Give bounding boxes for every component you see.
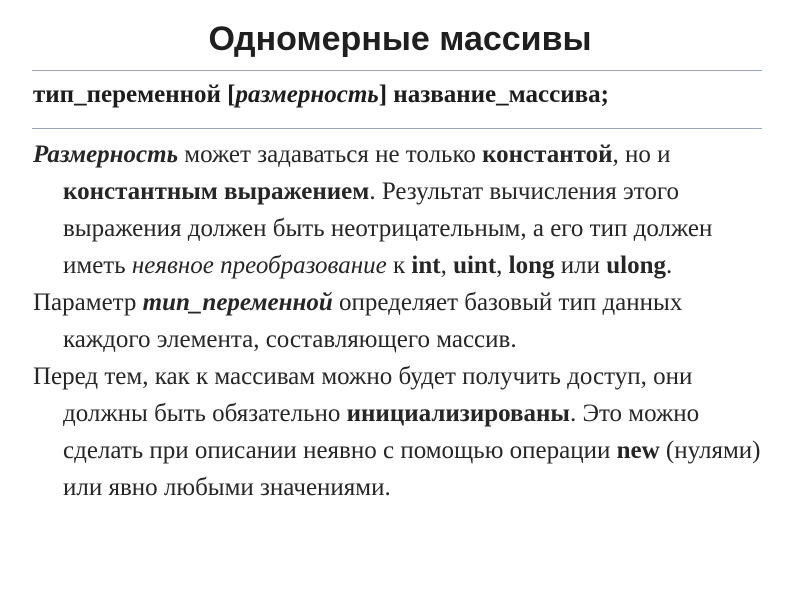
text-segment: Перед тем, как к массивам можно будет получить доступ, они должны быть обязательно (33, 363, 693, 427)
text-segment: к (386, 252, 412, 279)
text-segment: может задаваться не только (178, 141, 483, 168)
term-constant: константой (482, 141, 613, 168)
divider-bottom (32, 128, 762, 129)
term-variable-type: тип_переменной (142, 289, 333, 316)
keyword-int: int (411, 252, 441, 279)
keyword-new: new (616, 437, 660, 464)
text-segment: Параметр (33, 289, 143, 316)
text-segment: , но и (612, 141, 671, 168)
text-segment: , (440, 252, 454, 279)
text-segment: (нулями) или явно любыми значениями. (63, 437, 761, 501)
slide-body (33, 136, 773, 506)
text-segment: . Это можно сделать при описании неявно с помощью операции (63, 400, 700, 464)
syntax-part-size: размерность (235, 81, 379, 108)
syntax-line (33, 81, 773, 109)
divider-top (32, 70, 762, 71)
term-dimension: Размерность (33, 141, 179, 168)
text-segment: , (496, 252, 509, 279)
syntax-part-type: тип_переменной [ (33, 81, 236, 108)
text-segment: или (554, 252, 607, 279)
text-segment: . Результат вычисления этого выражения должен быть неотрицательным, а его тип должен иметь (63, 178, 713, 279)
paragraph-initialization (33, 358, 773, 506)
keyword-long: long (508, 252, 555, 279)
keyword-ulong: ulong (606, 252, 667, 279)
text-segment: . (666, 252, 673, 279)
slide-title: Одномерные массивы (208, 20, 592, 58)
keyword-uint: uint (453, 252, 497, 279)
term-implicit-conversion: неявное преобразование (131, 252, 387, 279)
text-segment: определяет базовый тип данных каждого элемента, составляющего массив. (63, 289, 683, 353)
syntax-part-name: ] название_массива; (378, 81, 609, 108)
paragraph-dimension (33, 136, 773, 284)
term-constant-expression: константным выражением (63, 178, 370, 205)
paragraph-type-parameter (33, 284, 773, 358)
term-initialized: инициализированы (346, 400, 570, 427)
